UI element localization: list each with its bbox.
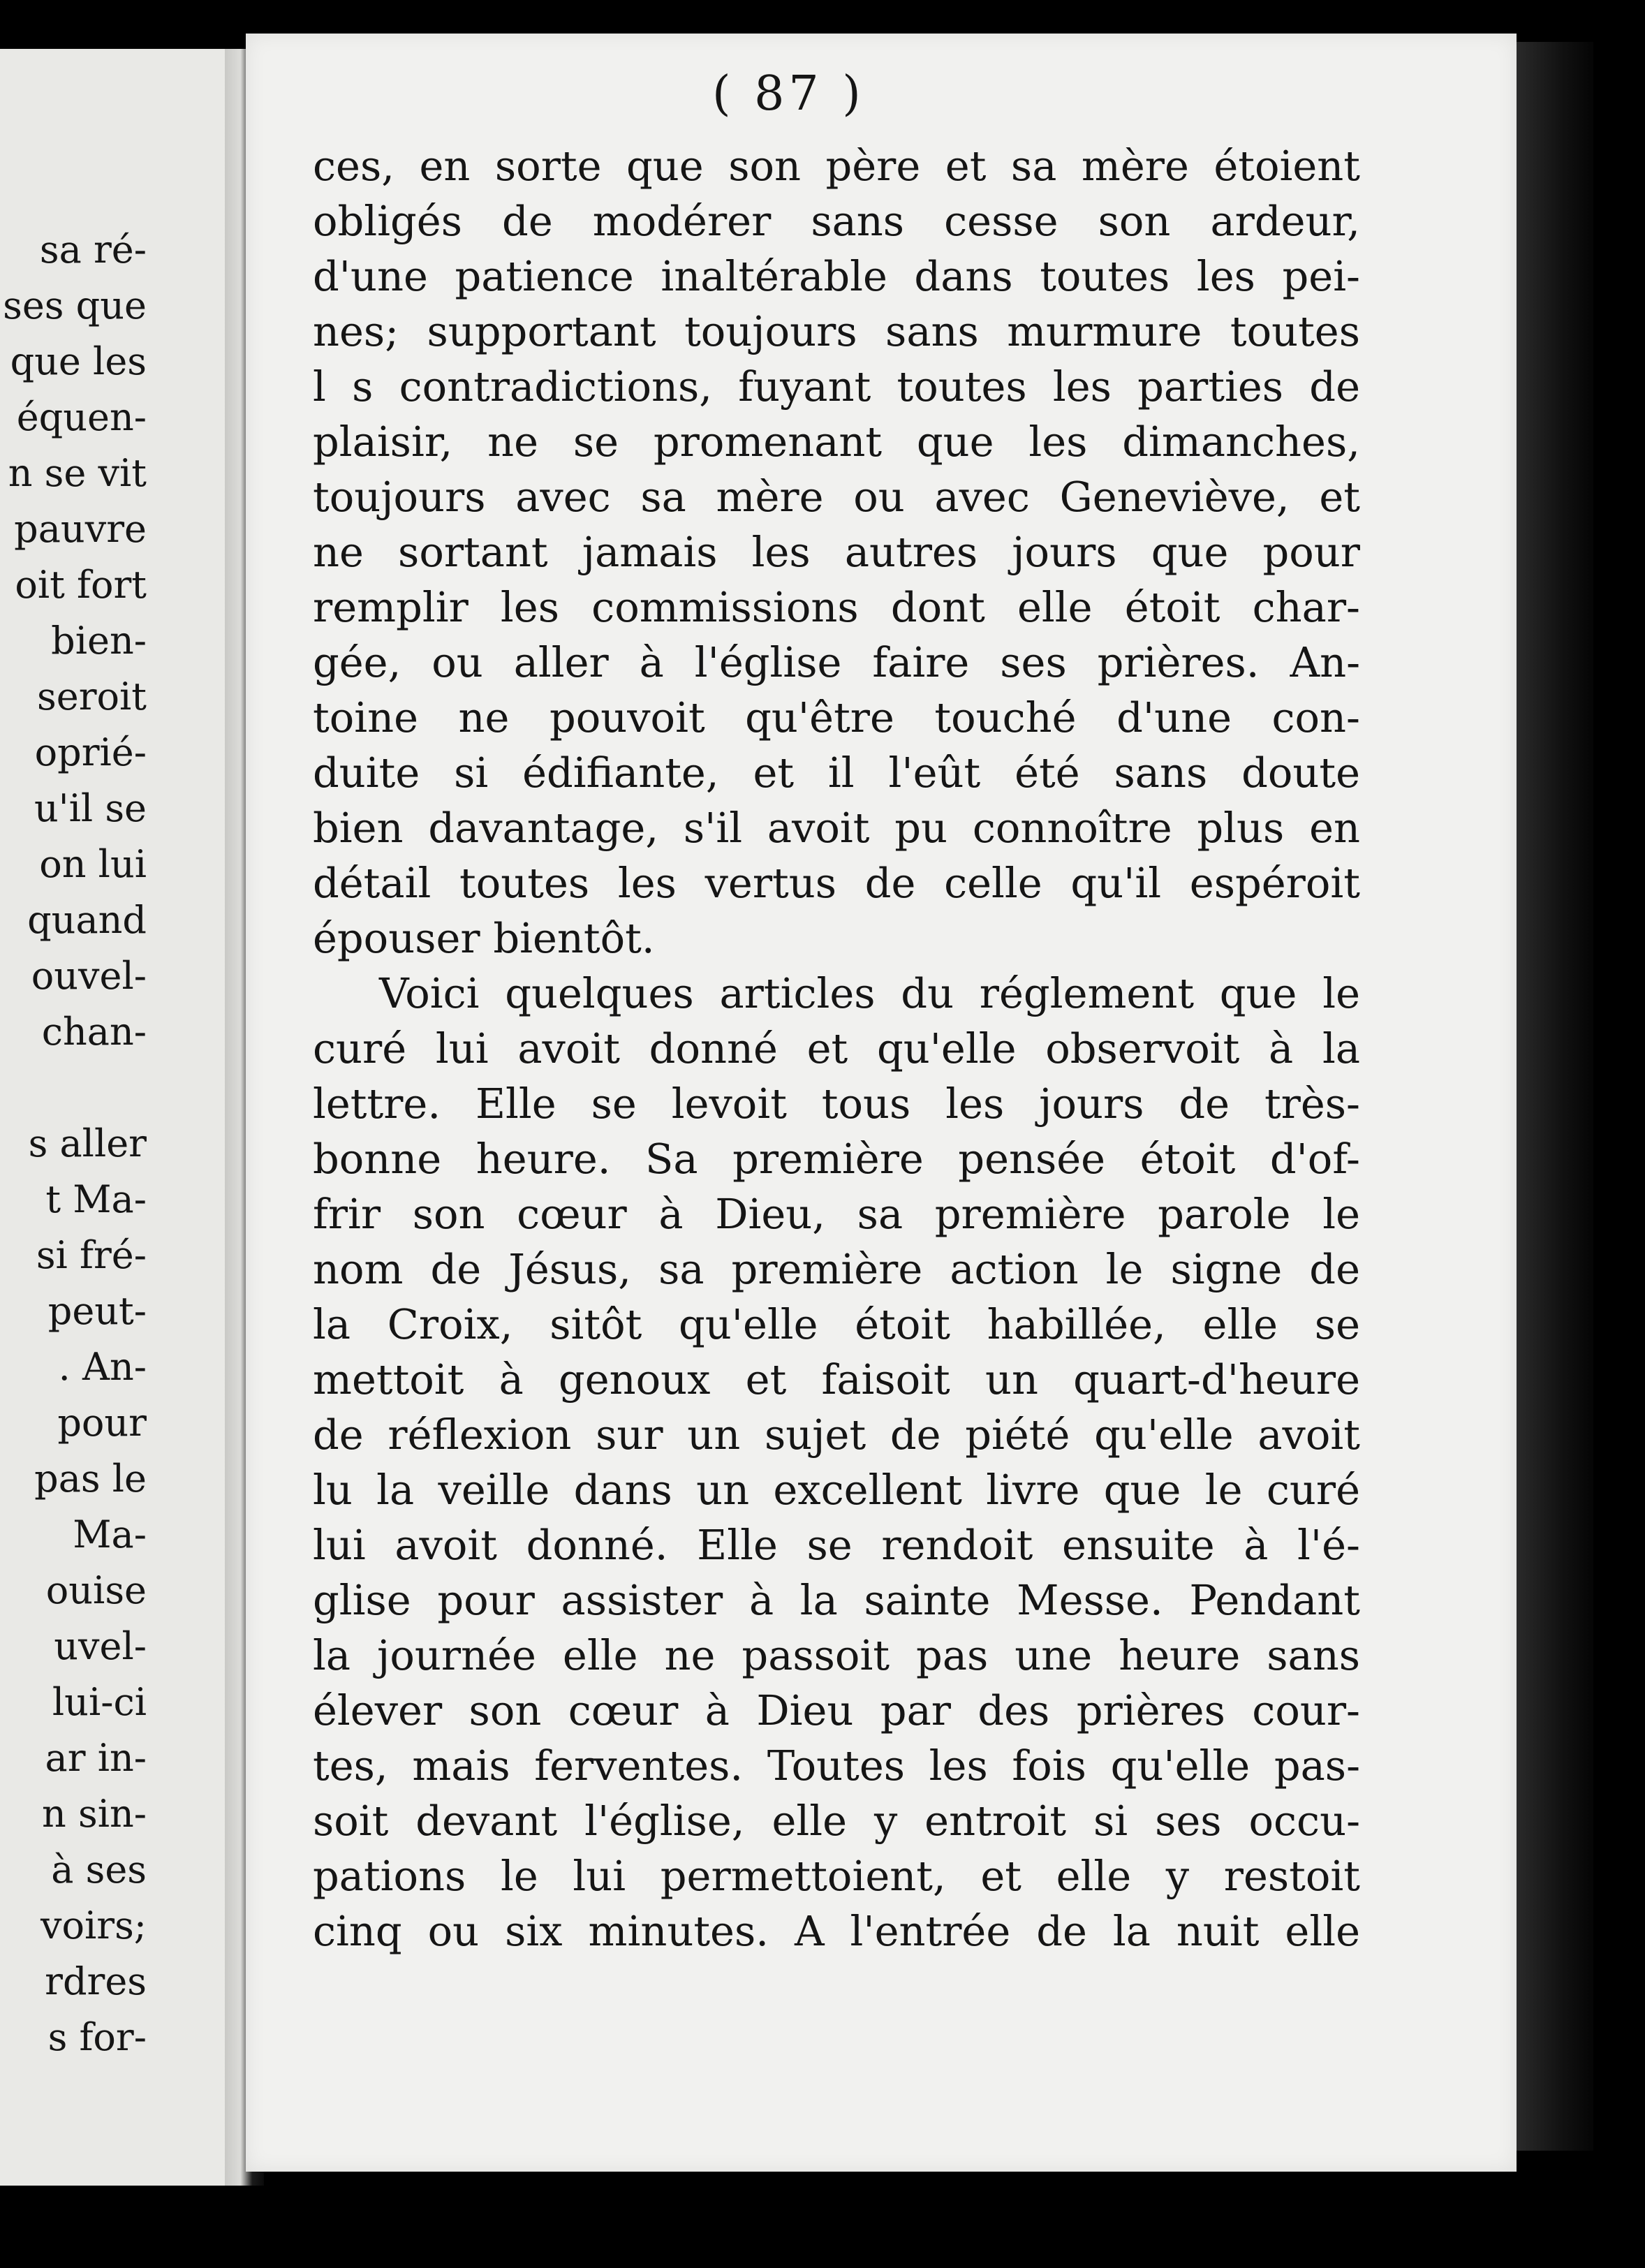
text-line: lettre. Elle se levoit tous les jours de très- — [313, 1080, 1360, 1128]
text-line: élever son cœur à Dieu par des prières cour- — [313, 1686, 1360, 1735]
text-line: l s contradictions, fuyant toutes les parties de — [313, 362, 1360, 411]
text-line: ne sortant jamais les autres jours que pour — [313, 528, 1360, 576]
text-line: pations le lui permettoient, et elle y restoit — [313, 1852, 1360, 1900]
text-line: la Croix, sitôt qu'elle étoit habillée, elle se — [313, 1300, 1360, 1348]
left-line: sa ré- — [39, 228, 147, 272]
text-line: duite si édifiante, et il l'eût été sans doute — [313, 749, 1360, 797]
left-line: Ma- — [73, 1512, 147, 1556]
page-body-text — [313, 138, 1360, 1959]
left-line: peut- — [47, 1289, 147, 1333]
left-line: uvel- — [54, 1624, 147, 1668]
left-line: ses que — [3, 284, 147, 327]
book-edge — [1517, 42, 1593, 2151]
text-line: soit devant l'église, elle y entroit si ses occu- — [313, 1797, 1360, 1845]
text-line: plaisir, ne se promenant que les dimanches, — [313, 418, 1360, 466]
left-line: chan- — [41, 1010, 147, 1054]
left-line: . An- — [58, 1345, 147, 1389]
text-line: épouser bientôt. — [313, 914, 655, 962]
text-line: détail toutes les vertus de celle qu'il espéroit — [313, 859, 1360, 907]
text-line: obligés de modérer sans cesse son ardeur, — [313, 197, 1360, 245]
left-line: bien- — [51, 619, 147, 663]
left-line: quand — [27, 898, 147, 942]
text-line: nom de Jésus, sa première action le signe de — [313, 1245, 1360, 1293]
text-line: curé lui avoit donné et qu'elle observoit à la — [313, 1024, 1360, 1073]
text-line: frir son cœur à Dieu, sa première parole le — [313, 1190, 1360, 1238]
text-line: mettoit à genoux et faisoit un quart-d'heure — [313, 1355, 1360, 1404]
left-line: voirs; — [40, 1904, 147, 1947]
text-line: de réflexion sur un sujet de piété qu'elle avoit — [313, 1411, 1360, 1459]
left-line: à ses — [51, 1848, 147, 1892]
text-line: gée, ou aller à l'église faire ses prières. An- — [313, 638, 1360, 686]
text-line: glise pour assister à la sainte Messe. Pendant — [313, 1576, 1360, 1624]
text-line: bien davantage, s'il avoit pu connoître plus en — [313, 804, 1360, 852]
text-line: bonne heure. Sa première pensée étoit d'of- — [313, 1135, 1360, 1183]
left-line: oit fort — [15, 563, 147, 607]
left-line: s for- — [47, 2015, 147, 2059]
left-line: si fré- — [36, 1233, 147, 1277]
left-line: pauvre — [14, 507, 147, 551]
text-line: tes, mais ferventes. Toutes les fois qu'elle pas- — [313, 1742, 1360, 1790]
left-line: s aller — [28, 1121, 147, 1165]
left-line: rdres — [45, 1959, 147, 2003]
left-line: ouvel- — [31, 954, 147, 998]
left-line: ouise — [45, 1568, 147, 1612]
text-line: remplir les commissions dont elle étoit char- — [313, 583, 1360, 631]
left-line: n sin- — [42, 1792, 147, 1836]
left-line: que les — [10, 339, 147, 383]
text-line: lui avoit donné. Elle se rendoit ensuite à l'é- — [313, 1521, 1360, 1569]
text-line: toujours avec sa mère ou avec Geneviève, et — [313, 473, 1360, 521]
left-line: pas le — [34, 1457, 147, 1501]
left-line: on lui — [39, 842, 147, 886]
left-line: u'il se — [34, 786, 147, 830]
left-line: ar in- — [45, 1736, 147, 1780]
paragraph-start-line: Voici quelques articles du réglement que le — [379, 969, 1360, 1017]
text-line: la journée elle ne passoit pas une heure sans — [313, 1631, 1360, 1679]
text-line: ces, en sorte que son père et sa mère étoient — [313, 142, 1360, 190]
left-line: pour — [57, 1401, 147, 1445]
left-line: t Ma- — [45, 1177, 147, 1221]
text-line: nes; supportant toujours sans murmure toutes — [313, 307, 1360, 355]
left-line: seroit — [37, 675, 147, 719]
text-line: lu la veille dans un excellent livre que le curé — [313, 1466, 1360, 1514]
page-number: ( 87 ) — [712, 66, 865, 122]
left-line: n se vit — [8, 451, 147, 495]
text-line: d'une patience inaltérable dans toutes les pei- — [313, 252, 1360, 300]
text-line: toine ne pouvoit qu'être touché d'une con- — [313, 693, 1360, 742]
text-line: cinq ou six minutes. A l'entrée de la nuit elle — [313, 1907, 1360, 1955]
left-line: oprié- — [34, 730, 147, 774]
left-line: équen- — [16, 395, 147, 439]
left-page-fragment-text — [0, 222, 147, 2066]
left-line: lui-ci — [52, 1680, 147, 1724]
left-line — [0, 1060, 147, 1116]
